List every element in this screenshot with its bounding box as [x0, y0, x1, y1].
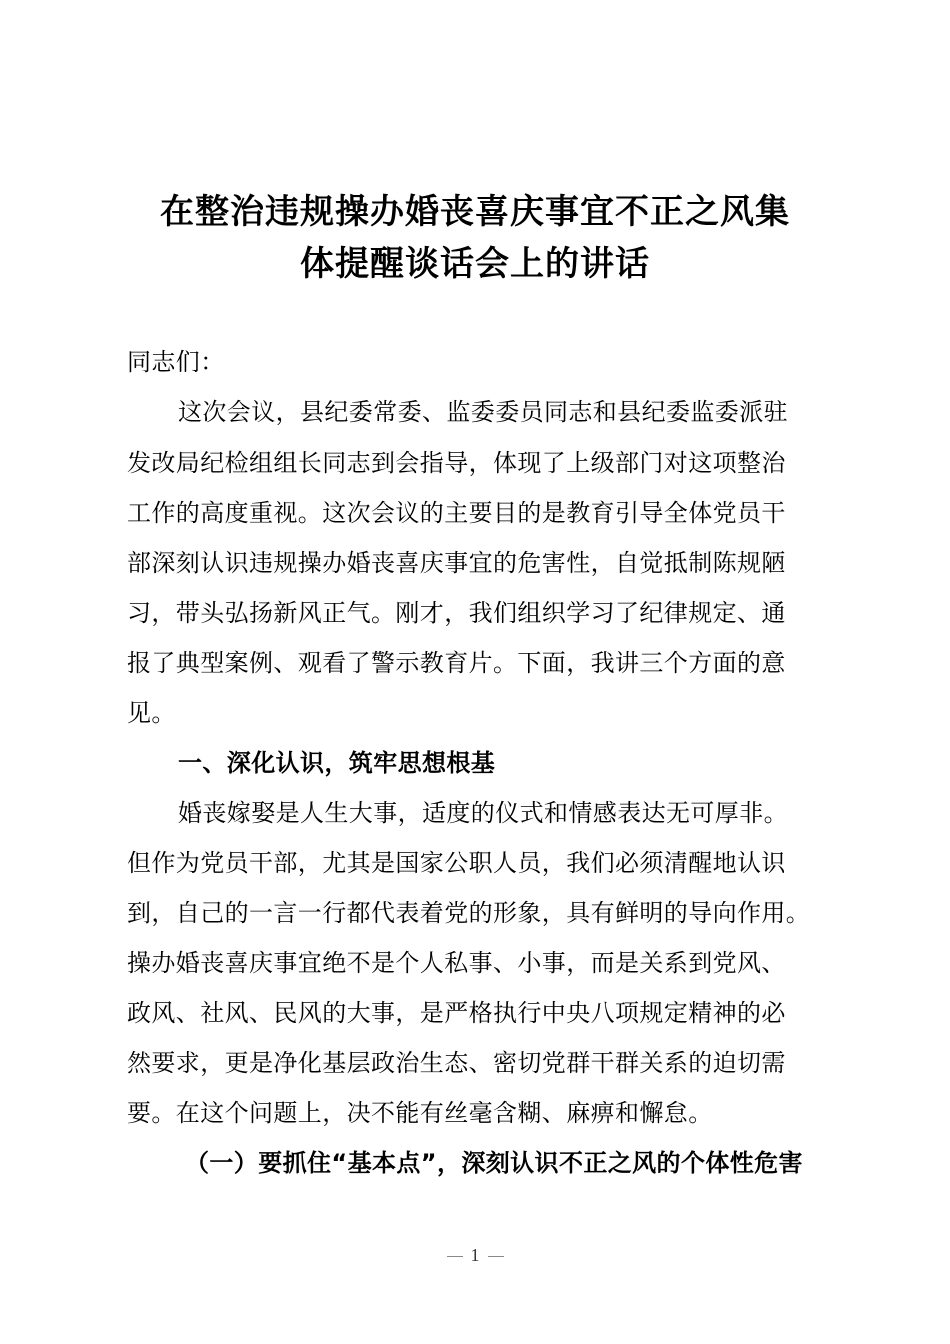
paragraph1-line: 习，带头弘扬新风正气。刚才，我们组织学习了纪律规定、通	[127, 599, 786, 627]
paragraph1-line: 见。	[127, 699, 176, 727]
page-number: 1	[470, 1245, 480, 1265]
paragraph2-line: 但作为党员干部，尤其是国家公职人员，我们必须清醒地认识	[127, 849, 786, 877]
paragraph2-line: 到，自己的一言一行都代表着党的形象，具有鲜明的导向作用。	[127, 899, 811, 927]
page-footer	[0, 1245, 950, 1266]
paragraph1-line: 部深刻认识违规操办婚丧喜庆事宜的危害性，自觉抵制陈规陋	[127, 549, 786, 577]
footer-dash-left	[447, 1256, 463, 1257]
paragraph1-line: 这次会议，县纪委常委、监委委员同志和县纪委监委派驻	[178, 398, 788, 426]
paragraph2-line: 婚丧嫁娶是人生大事，适度的仪式和情感表达无可厚非。	[178, 799, 788, 827]
footer-dash-right	[488, 1256, 504, 1257]
section-heading: 一、深化认识，筑牢思想根基	[178, 749, 496, 777]
paragraph2-line: 然要求，更是净化基层政治生态、密切党群干群关系的迫切需	[127, 1049, 786, 1077]
paragraph2-line: 操办婚丧喜庆事宜绝不是个人私事、小事，而是关系到党风、	[127, 949, 786, 977]
document-title-line-1: 在整治违规操办婚丧喜庆事宜不正之风集	[160, 192, 790, 232]
paragraph2-line: 政风、社风、民风的大事，是严格执行中央八项规定精神的必	[127, 999, 786, 1027]
salutation: 同志们：	[127, 348, 225, 376]
paragraph1-line: 报了典型案例、观看了警示教育片。下面，我讲三个方面的意	[127, 649, 786, 677]
paragraph1-line: 发改局纪检组组长同志到会指导，体现了上级部门对这项整治	[127, 449, 786, 477]
paragraph1-line: 工作的高度重视。这次会议的主要目的是教育引导全体党员干	[127, 499, 786, 527]
subsection-heading: （一）要抓住“基本点”，深刻认识不正之风的个体性危害	[185, 1149, 803, 1177]
document-title-line-2: 体提醒谈话会上的讲话	[300, 244, 650, 284]
paragraph2-line: 要。在这个问题上，决不能有丝毫含糊、麻痹和懈怠。	[127, 1099, 713, 1127]
